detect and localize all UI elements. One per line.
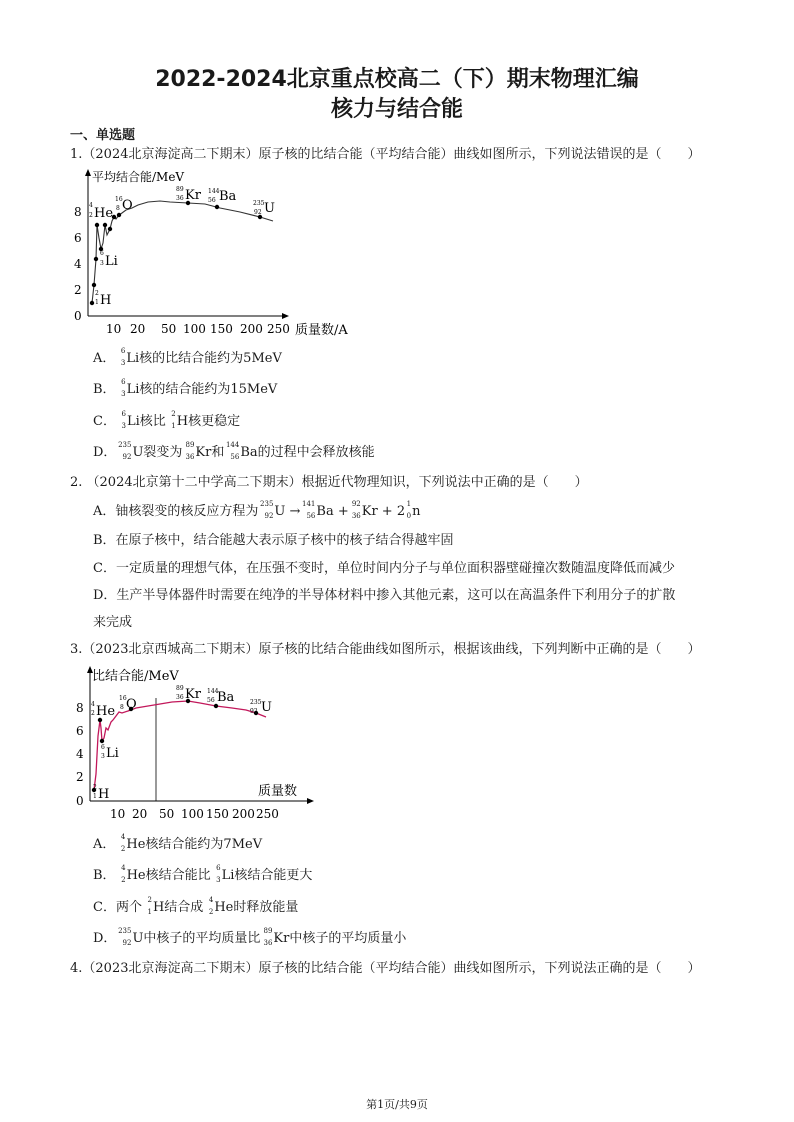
nuclide-h2: 2 1 [171, 410, 176, 430]
chart-2-y-label: 比结合能/MeV [92, 669, 179, 684]
chart-1-xtick-100: 100 [183, 322, 206, 336]
chart-2-label-kr-z: 36 [176, 694, 184, 701]
chart-2-xtick-10: 10 [110, 807, 126, 821]
chart-1-point-li7 [103, 223, 107, 227]
chart-1-label-o-z: 8 [116, 205, 120, 212]
chart-1-x-arrow [282, 313, 289, 319]
nuclide-kr: 89 36 [263, 927, 273, 947]
chart-2-point-li [100, 739, 104, 743]
chart-1-xtick-10: 10 [106, 322, 122, 336]
chart-1-label-he-num: 4 [89, 202, 93, 209]
q3-option-c[interactable]: C．两个 2 1 H结合成 4 2 He时释放能量 [93, 896, 299, 916]
chart-2-xtick-100: 100 [181, 807, 204, 821]
q3-option-a[interactable]: A． 4 2 He核结合能约为7MeV [93, 833, 263, 853]
q2-option-d[interactable]: D．生产半导体器件时需要在纯净的半导体材料中掺入其他元素，这可以在高温条件下利用分子的扩散 [93, 588, 676, 603]
nuclide-kr92: 92 36 [351, 500, 361, 520]
chart-2 [70, 658, 330, 828]
chart-2-x-label: 质量数 [258, 784, 298, 799]
chart-1-point-he4 [95, 223, 99, 227]
chart-2-label-u-z: 92 [250, 708, 258, 715]
chart-2-xtick-20: 20 [132, 807, 148, 821]
chart-2-ytick-8: 8 [76, 701, 84, 715]
document-title: 2022-2024北京重点校高二（下）期末物理汇编 [155, 67, 639, 92]
chart-2-label-kr: Kr [185, 687, 201, 702]
chart-1-point-h3 [92, 283, 96, 287]
chart-1-y-label: 平均结合能/MeV [92, 170, 185, 184]
chart-1-label-kr: Kr [185, 188, 201, 203]
chart-1-label-ba-z: 56 [208, 197, 216, 204]
chart-2-label-ba-num: 144 [207, 688, 219, 695]
chart-2-label-u-num: 235 [250, 699, 262, 706]
document-subtitle: 核力与结合能 [330, 97, 463, 122]
chart-1 [70, 163, 370, 343]
q3-option-b[interactable]: B． 4 2 He核结合能比 6 3 Li核结合能更大 [93, 864, 313, 884]
chart-1-label-ba: Ba [219, 189, 237, 204]
chart-2-xtick-200: 200 [232, 807, 255, 821]
chart-1-label-u: U [264, 201, 275, 216]
chart-1-point-h2 [90, 301, 94, 305]
chart-1-xtick-150: 150 [210, 322, 233, 336]
q2-option-b[interactable]: B．在原子核中，结合能越大表示原子核中的核子结合得越牢固 [93, 533, 454, 548]
chart-2-label-h: H [98, 787, 110, 802]
chart-1-xtick-250: 250 [267, 322, 290, 336]
nuclide-u: 235 92 [118, 927, 132, 947]
chart-2-ytick-0: 0 [76, 794, 84, 808]
q1-option-b[interactable]: B． 6 3 Li核的结合能约为15MeV [93, 378, 278, 398]
chart-2-label-h-z: 1 [93, 793, 97, 800]
chart-2-label-h-num: 2 [93, 784, 97, 791]
question-1-stem: 1.（2024北京海淀高二下期末）原子核的比结合能（平均结合能）曲线如图所示，下列说法错误的是（ ） [70, 147, 701, 162]
chart-1-label-o-num: 16 [115, 196, 123, 203]
chart-1-label-li-num: 6 [100, 250, 104, 257]
q2-option-a[interactable]: A．铀核裂变的核反应方程为 235 92 U → 141 56 Ba + 92 36 Kr + 2 1 0 n [93, 500, 421, 520]
nuclide-li: 6 3 [121, 410, 126, 430]
nuclide-li: 6 3 [121, 378, 126, 398]
section-heading: 一、单选题 [70, 128, 136, 143]
chart-1-xtick-200: 200 [240, 322, 263, 336]
chart-2-label-o-z: 8 [120, 704, 124, 711]
chart-1-ytick-0: 0 [74, 309, 82, 323]
chart-2-label-kr-num: 89 [176, 685, 184, 692]
chart-1-point-he3 [94, 257, 98, 261]
chart-2-label-ba-z: 56 [207, 697, 215, 704]
chart-2-label-u: U [261, 700, 272, 715]
q2-option-d-cont: 来完成 [93, 615, 133, 630]
chart-1-label-kr-num: 89 [176, 186, 184, 193]
chart-1-point-be [108, 227, 112, 231]
nuclide-he: 4 2 [121, 864, 126, 884]
chart-1-xtick-50: 50 [161, 322, 177, 336]
chart-1-label-h-num: 2 [95, 290, 99, 297]
chart-1-label-ba-num: 144 [208, 188, 220, 195]
chart-1-label-h-z: 1 [95, 299, 99, 306]
chart-2-label-li: Li [106, 746, 119, 761]
nuclide-n: 1 0 [406, 500, 412, 520]
nuclide-he: 4 2 [208, 896, 214, 916]
chart-2-ytick-6: 6 [76, 724, 84, 738]
chart-1-ytick-8: 8 [74, 205, 82, 219]
q2-option-c[interactable]: C．一定质量的理想气体，在压强不变时，单位时间内分子与单位面积器壁碰撞次数随温度降低而减少 [93, 561, 675, 576]
chart-1-label-o: O [122, 198, 133, 213]
question-4-stem: 4.（2023北京海淀高二下期末）原子核的比结合能（平均结合能）曲线如图所示，下列说法正确的是（ ） [70, 961, 701, 976]
chart-1-point-ba [215, 205, 219, 209]
chart-2-label-li-num: 6 [101, 744, 105, 751]
chart-2-label-o-num: 16 [119, 695, 127, 702]
q1-option-a[interactable]: A． 6 3 Li核的比结合能约为5MeV [93, 347, 282, 367]
chart-2-xtick-50: 50 [159, 807, 175, 821]
chart-2-xtick-250: 250 [256, 807, 279, 821]
chart-2-x-arrow [307, 798, 314, 804]
chart-1-label-u-z: 92 [254, 209, 262, 216]
chart-2-xtick-150: 150 [206, 807, 229, 821]
chart-1-label-he: He [94, 206, 114, 221]
chart-1-label-li-z: 3 [100, 260, 104, 267]
nuclide-ba141: 141 56 [302, 500, 316, 520]
nuclide-he: 4 2 [120, 833, 126, 853]
nuclide-u: 235 92 [118, 441, 132, 461]
chart-2-label-he: He [96, 704, 116, 719]
chart-2-label-li-z: 3 [101, 753, 105, 760]
chart-2-label-he-num: 4 [91, 701, 95, 708]
chart-1-label-h: H [100, 293, 112, 308]
q1-option-d[interactable]: D． 235 92 U裂变为 89 36 Kr和 144 56 Ba的过程中会释放核能 [93, 441, 375, 461]
q1-option-c[interactable]: C． 6 3 Li核比 2 1 H核更稳定 [93, 410, 241, 430]
chart-1-ytick-6: 6 [74, 231, 82, 245]
page-footer: 第1页/共9页 [366, 1098, 428, 1111]
chart-1-y-arrow [85, 169, 91, 176]
chart-1-x-label: 质量数/A [295, 323, 348, 338]
chart-1-ytick-2: 2 [74, 283, 82, 297]
nuclide-ba: 144 56 [225, 441, 240, 461]
q3-option-d[interactable]: D． 235 92 U中核子的平均质量比 89 36 Kr中核子的平均质量小 [93, 927, 407, 947]
chart-1-xtick-20: 20 [130, 322, 146, 336]
nuclide-li: 6 3 [120, 347, 126, 367]
chart-1-point-o [117, 213, 121, 217]
question-2-stem: 2. （2024北京第十二中学高二下期末）根据近代物理知识，下列说法中正确的是（ ） [70, 475, 588, 490]
question-3-stem: 3.（2023北京西城高二下期末）原子核的比结合能曲线如图所示，根据该曲线，下列判断中正确的是（ ） [70, 642, 701, 657]
chart-1-label-kr-z: 36 [176, 195, 184, 202]
nuclide-li: 6 3 [216, 864, 221, 884]
chart-2-curve [94, 701, 266, 790]
chart-1-points [90, 201, 262, 305]
chart-1-label-u-num: 235 [253, 200, 265, 207]
chart-2-label-ba: Ba [217, 690, 235, 705]
nuclide-h2: 2 1 [147, 896, 152, 916]
chart-2-ytick-4: 4 [76, 747, 84, 761]
chart-2-label-he-z: 2 [91, 710, 95, 717]
chart-1-label-li: Li [105, 254, 118, 269]
chart-2-ytick-2: 2 [76, 770, 84, 784]
chart-1-ytick-4: 4 [74, 257, 82, 271]
chart-2-label-o: O [126, 697, 137, 712]
chart-1-label-he-z: 2 [89, 212, 93, 219]
nuclide-u: 235 92 [260, 500, 274, 520]
nuclide-kr: 89 36 [185, 441, 195, 461]
